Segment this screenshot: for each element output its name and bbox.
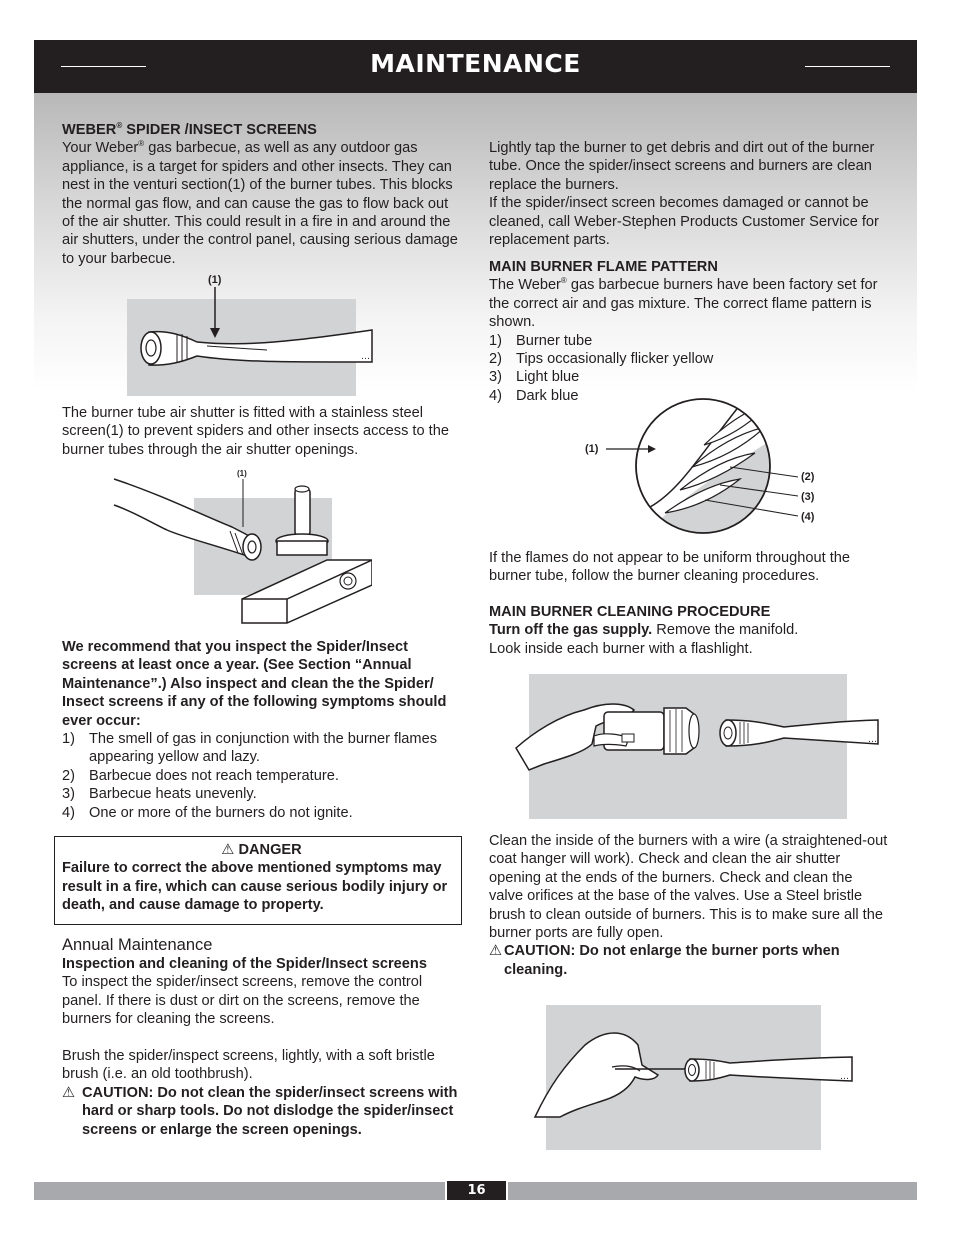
svg-text:…: … xyxy=(361,352,370,362)
flame-after-text: If the flames do not appear to be uniform throughout the burner tube, follow the burner cleaning procedures. xyxy=(489,550,851,585)
symptom-list xyxy=(62,730,462,822)
warning-icon: ⚠ xyxy=(489,943,503,960)
annual-section xyxy=(62,935,462,1139)
annual-heading: Annual Maintenance xyxy=(62,936,213,954)
annual-text: To inspect the spider/insect screens, remove the control panel. If there is dust or dirt on the screens, remove the burners for cleaning the screens. xyxy=(62,974,423,1028)
flame-label-4: (4) xyxy=(801,511,815,523)
cleaning-line2: Look inside each burner with a flashlight. xyxy=(489,640,753,657)
clean-inside-text: Clean the inside of the burners with a wire (a straightened-out coat hanger will work). Check and clean the air shutter opening at the ends of the burners. Check and clean the valve orifices at the base of the valves. Use a Steel bristle brush to clean outside of burners. This is to make sure all the burner ports are fully open. xyxy=(489,833,888,942)
wire-cleaning-illustration xyxy=(530,1005,860,1150)
burner-tube-illustration xyxy=(127,270,387,396)
flame-text: The Weber® gas barbecue burners have been factory set for the correct air and gas mixture. The correct flame pattern is shown. xyxy=(489,276,878,331)
flame-pattern-figure xyxy=(580,395,830,540)
list-item: 4) Dark blue xyxy=(489,387,579,404)
list-item: 3) Barbecue heats unevenly. xyxy=(62,786,257,803)
flame-label-1: (1) xyxy=(585,443,599,455)
caution-notice: ⚠ CAUTION: Do not clean the spider/insect screens with hard or sharp tools. Do not dislodge the spider/insect screens or enlarge the screen openings. xyxy=(62,1084,458,1138)
flame-section xyxy=(489,258,889,405)
air-shutter-section xyxy=(62,404,462,459)
flame-label-2: (2) xyxy=(801,471,815,483)
footer-bar-left xyxy=(34,1182,445,1200)
brush-text: Brush the spider/inspect screens, lightly, with a soft bristle brush (i.e. an old toothbrush). xyxy=(62,1048,435,1083)
spider-section xyxy=(62,121,462,268)
page-number: 16 xyxy=(447,1181,506,1200)
clean-inside-section xyxy=(489,832,889,979)
list-item: 1) The smell of gas in conjunction with the burner flames appearing yellow and lazy. xyxy=(62,731,437,766)
tap-section xyxy=(489,139,889,249)
list-item: 3) Light blue xyxy=(489,369,580,386)
page-title: MAINTENANCE xyxy=(370,49,581,78)
danger-title: ⚠ DANGER xyxy=(221,842,302,858)
svg-text:…: … xyxy=(840,1072,849,1082)
air-shutter-text: The burner tube air shutter is fitted with a stainless steel screen(1) to prevent spiders and other insects access to the burner tubes through the air shutter openings. xyxy=(62,405,449,458)
svg-text:…: … xyxy=(868,735,877,745)
list-item: 4) One or more of the burners do not ignite. xyxy=(62,804,353,821)
spider-intro: Your Weber® gas barbecue, as well as any outdoor gas appliance, is a target for spiders and other insects. They can nest in the venturi section(1) of the burner tubes. This blocks the normal gas flow, and can cause the gas to flow back out of the air shutter. This could result in a fire in and around the air shutters, under the control panel, causing serious damage to your barbecue. xyxy=(62,139,458,267)
cleaning-heading: MAIN BURNER CLEANING PROCEDURE xyxy=(489,604,771,620)
footer-bar-right xyxy=(508,1182,917,1200)
header-rule-right xyxy=(805,66,890,67)
air-shutter-figure xyxy=(112,465,372,627)
venturi-callout-label: (1) xyxy=(208,274,222,286)
page-header xyxy=(34,40,917,93)
flame-label-3: (3) xyxy=(801,491,815,503)
air-shutter-callout-label: (1) xyxy=(237,469,247,478)
wire-cleaning-figure xyxy=(530,1005,860,1150)
danger-text: Failure to correct the above mentioned symptoms may result in a fire, which can cause serious bodily injury or death, and cause damage to property. xyxy=(62,860,448,914)
recommend-text: We recommend that you inspect the Spider/Insect screens at least once a year. (See Section “Annual Maintenance”.) Also inspect and clean the the Spider/ Insect screens if any of the following symptoms should ever occur: xyxy=(62,639,447,729)
flame-after-section xyxy=(489,549,889,586)
flashlight-figure xyxy=(514,674,884,819)
annual-subheading: Inspection and cleaning of the Spider/Insect screens xyxy=(62,956,427,972)
air-shutter-illustration xyxy=(112,465,372,627)
replacement-text: If the spider/insect screen becomes damaged or cannot be cleaned, call Weber-Stephen Products Customer Service for replacement parts. xyxy=(489,195,879,249)
tap-text: Lightly tap the burner to get debris and dirt out of the burner tube. Once the spider/insect screens and burners are clean replace the burners. xyxy=(489,140,875,193)
flashlight-illustration xyxy=(514,674,884,819)
flame-illustration xyxy=(580,395,830,540)
warning-icon: ⚠ xyxy=(221,842,235,858)
spider-heading: WEBER® SPIDER /INSECT SCREENS xyxy=(62,121,317,138)
danger-box xyxy=(54,836,462,925)
flame-heading: MAIN BURNER FLAME PATTERN xyxy=(489,259,718,275)
cleaning-lead: Turn off the gas supply. Remove the manifold. xyxy=(489,622,799,639)
spacer xyxy=(62,1029,462,1047)
cleaning-section xyxy=(489,603,889,658)
venturi-figure xyxy=(127,270,387,396)
recommend-section xyxy=(62,638,462,822)
caution-notice: ⚠ CAUTION: Do not enlarge the burner ports when cleaning. xyxy=(489,943,840,978)
list-item: 1) Burner tube xyxy=(489,332,593,349)
warning-icon: ⚠ xyxy=(62,1084,76,1101)
list-item: 2) Tips occasionally flicker yellow xyxy=(489,351,714,368)
list-item: 2) Barbecue does not reach temperature. xyxy=(62,767,339,784)
